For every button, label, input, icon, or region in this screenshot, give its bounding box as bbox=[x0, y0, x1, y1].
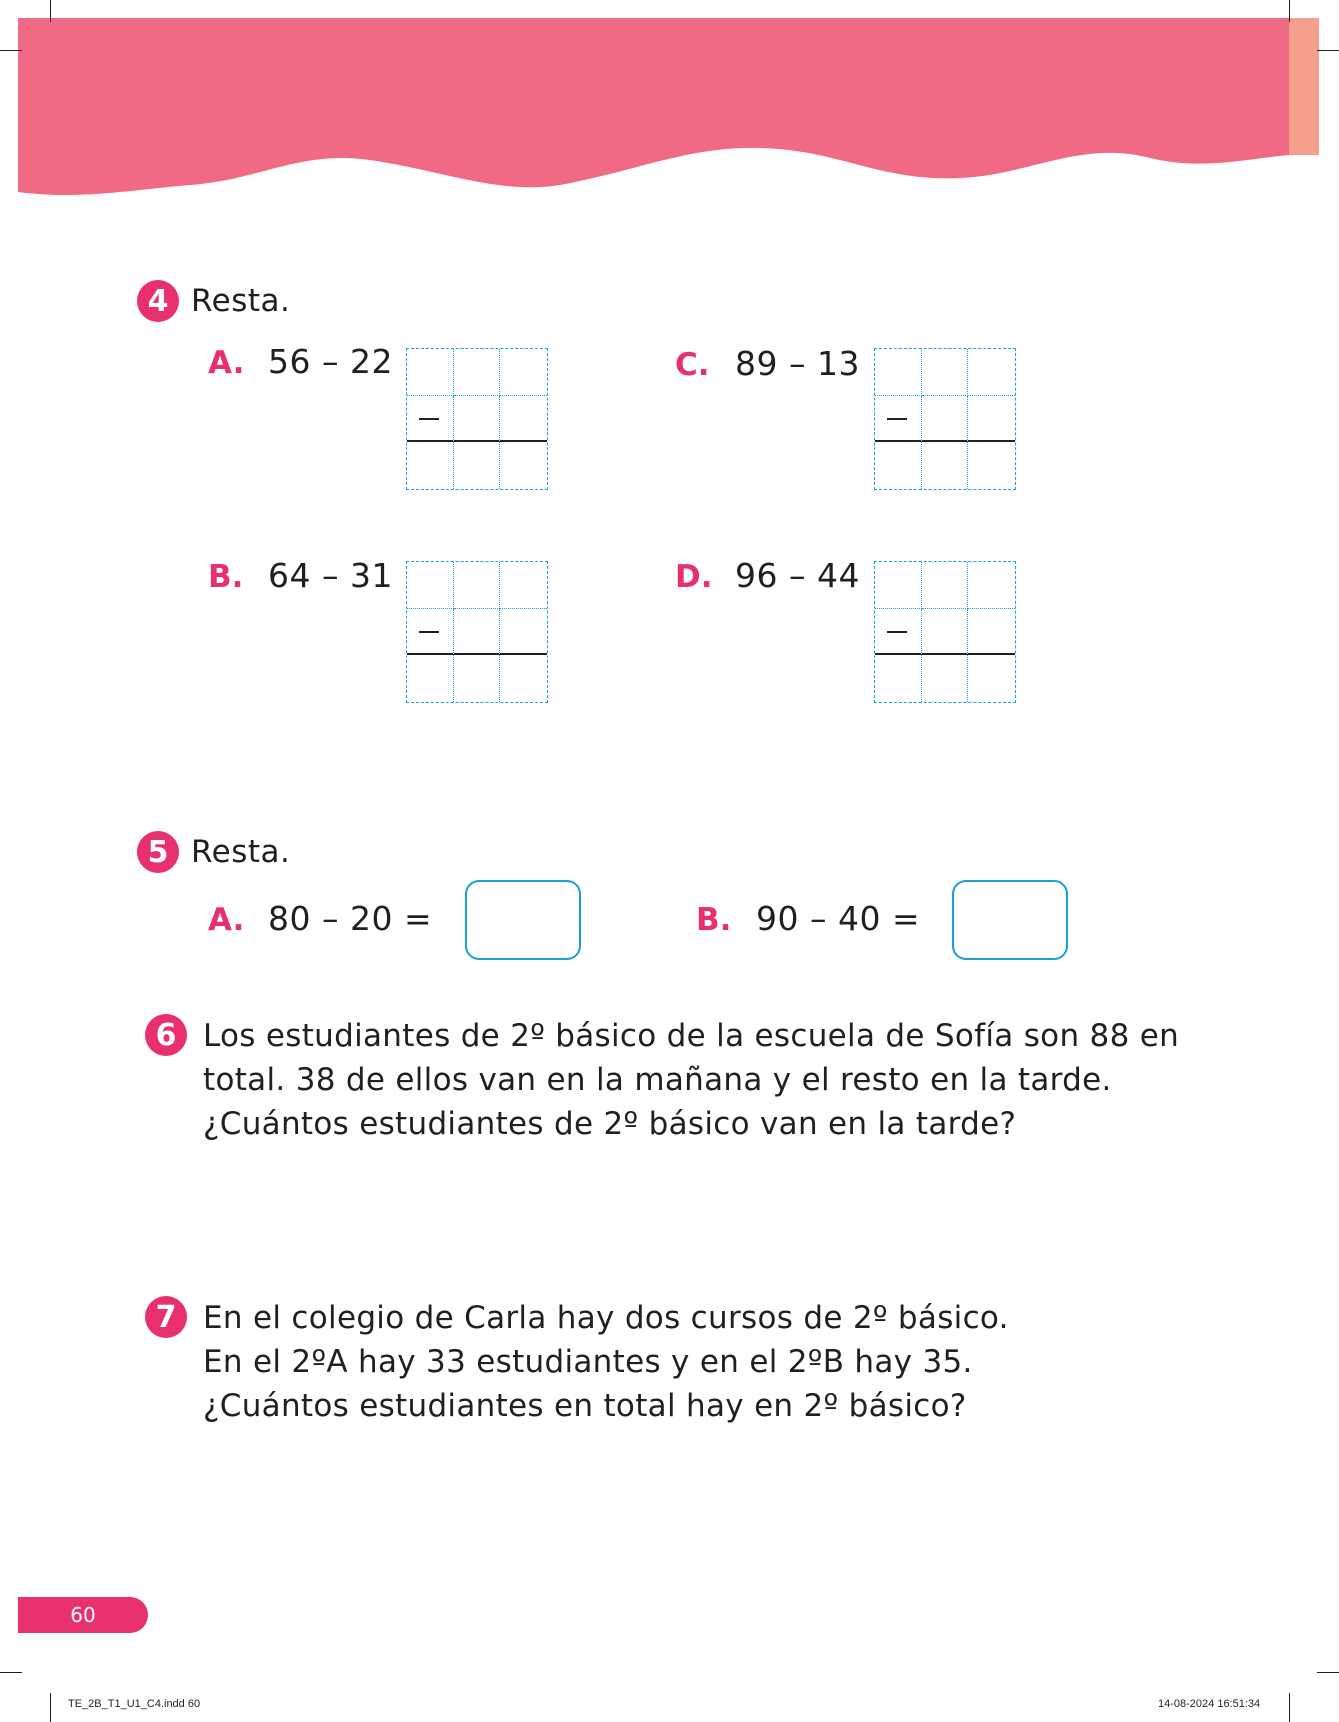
print-timestamp: 14-08-2024 16:51:34 bbox=[1158, 1698, 1261, 1710]
item-expression: 89 – 13 bbox=[735, 344, 860, 383]
vertical-subtraction-grid-c[interactable] bbox=[874, 348, 1016, 490]
crop-mark bbox=[50, 1693, 51, 1722]
exercise-number-badge: 6 bbox=[145, 1014, 187, 1056]
item-letter: B. bbox=[208, 559, 244, 595]
item-expression: 80 – 20 = bbox=[268, 899, 433, 938]
problem-line: total. 38 de ellos van en la mañana y el resto en la tarde. bbox=[203, 1062, 1112, 1098]
exercise-number-badge: 5 bbox=[137, 831, 179, 873]
problem-line: ¿Cuántos estudiantes en total hay en 2º básico? bbox=[203, 1388, 967, 1424]
item-expression: 96 – 44 bbox=[735, 556, 860, 595]
item-letter: A. bbox=[208, 902, 245, 938]
word-problem-7 bbox=[203, 1296, 1009, 1428]
item-expression: 56 – 22 bbox=[268, 342, 393, 381]
problem-line: Los estudiantes de 2º básico de la escuela de Sofía son 88 en bbox=[203, 1018, 1180, 1054]
minus-sign bbox=[887, 631, 907, 634]
problem-line: En el 2ºA hay 33 estudiantes y en el 2ºB hay 35. bbox=[203, 1344, 973, 1380]
page-number-tab bbox=[18, 1597, 148, 1633]
word-problem-6 bbox=[203, 1014, 1179, 1146]
exercise-number-badge: 4 bbox=[137, 280, 179, 322]
item-letter: C. bbox=[675, 347, 710, 383]
subtraction-item-a bbox=[208, 899, 432, 938]
item-expression: 90 – 40 = bbox=[756, 899, 921, 938]
subtraction-item-a bbox=[208, 342, 393, 381]
item-letter: B. bbox=[696, 902, 732, 938]
subtraction-item-b bbox=[208, 556, 393, 595]
item-letter: D. bbox=[675, 559, 713, 595]
vertical-subtraction-grid-a[interactable] bbox=[406, 348, 548, 490]
problem-line: En el colegio de Carla hay dos cursos de 2º básico. bbox=[203, 1300, 1009, 1336]
exercise-number-badge: 7 bbox=[145, 1296, 187, 1338]
crop-mark bbox=[1317, 50, 1339, 51]
page-number: 60 bbox=[70, 1603, 96, 1627]
answer-box-b[interactable] bbox=[952, 880, 1068, 960]
crop-mark bbox=[50, 0, 51, 22]
crop-mark bbox=[1317, 1672, 1339, 1673]
minus-sign bbox=[887, 418, 907, 421]
file-slug: TE_2B_T1_U1_C4.indd 60 bbox=[68, 1698, 201, 1710]
answer-box-a[interactable] bbox=[465, 880, 581, 960]
vertical-subtraction-grid-d[interactable] bbox=[874, 561, 1016, 703]
vertical-subtraction-grid-b[interactable] bbox=[406, 561, 548, 703]
problem-line: ¿Cuántos estudiantes de 2º básico van en la tarde? bbox=[203, 1106, 1017, 1142]
crop-mark bbox=[0, 50, 22, 51]
crop-mark bbox=[0, 1672, 22, 1673]
header-banner bbox=[0, 0, 1339, 210]
exercise-4-header bbox=[137, 280, 290, 322]
minus-sign bbox=[419, 418, 439, 421]
subtraction-item-b bbox=[696, 899, 920, 938]
item-expression: 64 – 31 bbox=[268, 556, 393, 595]
exercise-instruction: Resta. bbox=[191, 283, 291, 319]
exercise-5-header bbox=[137, 831, 290, 873]
subtraction-item-c bbox=[675, 344, 860, 383]
crop-mark bbox=[1289, 0, 1290, 22]
item-letter: A. bbox=[208, 345, 245, 381]
subtraction-item-d bbox=[675, 556, 860, 595]
exercise-instruction: Resta. bbox=[191, 834, 291, 870]
crop-mark bbox=[1289, 1693, 1290, 1722]
minus-sign bbox=[419, 631, 439, 634]
